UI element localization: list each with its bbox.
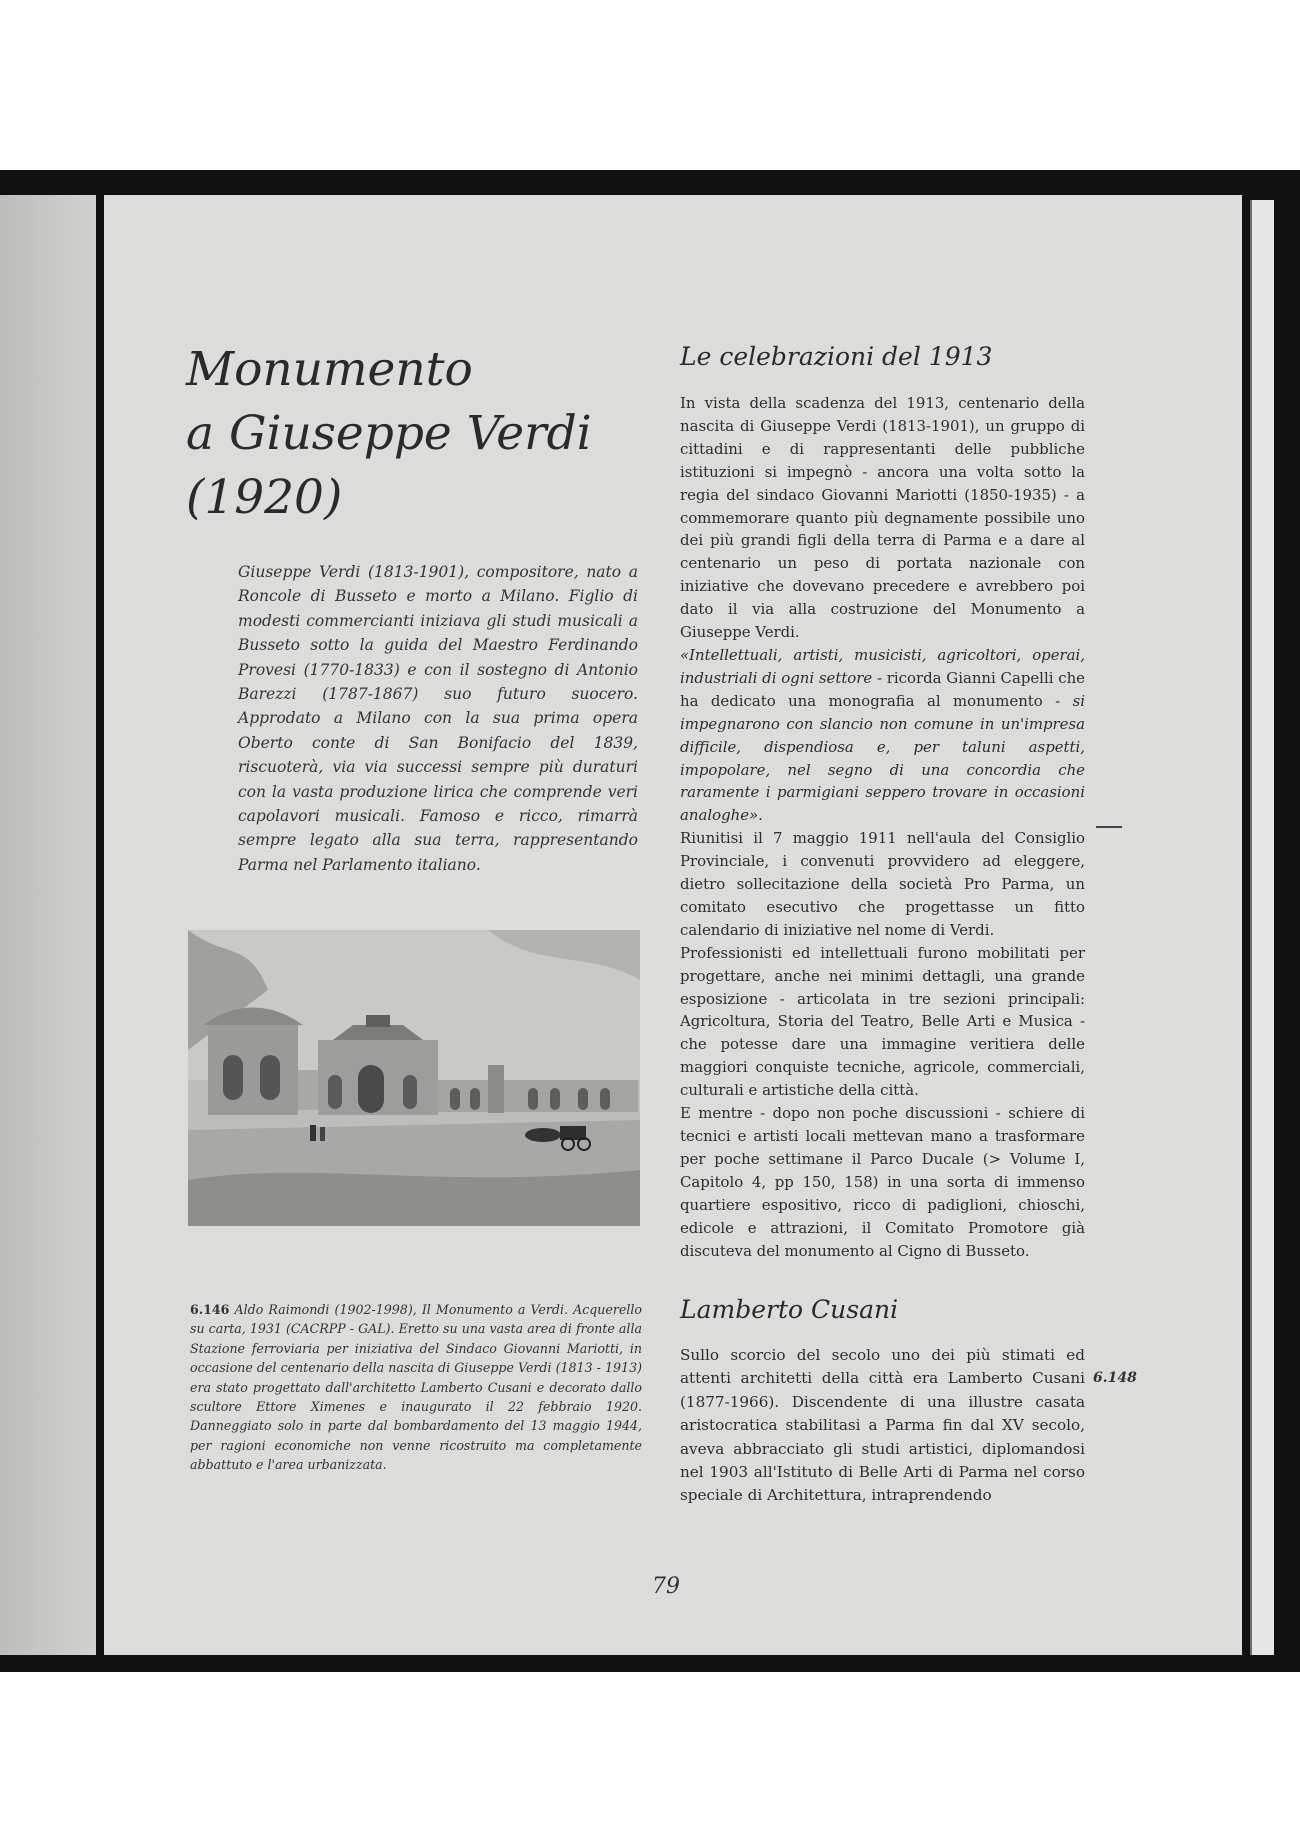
paragraph: E mentre - dopo non poche discussioni - schiere di tecnici e artisti locali mettevan mano a trasformare per poche settimane il Parco Ducale (> Volume I, Capitolo 4, pp 150, 158) in una sorta di immenso quartiere espositivo, ricco di padiglioni, chioschi, edicole e attrazioni, il Comitato Promotore già discuteva del monumento al Cigno di Busseto. [680,1104,1085,1260]
quote-text: «Intellettuali, artisti, musicisti, agricoltori, operai, industriali di ogni settore [680,645,1085,687]
section-heading-celebrazioni: Le celebrazioni del 1913 [680,342,993,371]
monument-watercolor-image [188,930,640,1226]
figure-caption-text: Aldo Raimondi (1902-1998), Il Monumento a Verdi. Acquerello su carta, 1931 (CACRPP - GAL). Eretto su una vasta area di fronte alla Stazione ferroviaria per iniziativa del Sindaco Giovanni Mariotti, in occasione del centenario della nascita di Giuseppe Verdi (1813 - 1913) era stato progettato dall'architetto Lamberto Cusani e decorato dallo scultore Ettore Ximenes e inaugurato il 22 febbraio 1920. Danneggiato solo in parte dal bombardamento del 13 maggio 1944, per ragioni economiche non venne ricostruito ma completamente abbattuto e l'area urbanizzata. [190,1302,642,1473]
paragraph: Riunitisi il 7 maggio 1911 nell'aula del Consiglio Provinciale, i convenuti provvidero ad eleggere, dietro sollecitazione della società Pro Parma, un comitato esecutivo che progettasse un fitto calendario di iniziative nel nome di Verdi. [680,829,1085,939]
paragraph: Professionisti ed intellettuali furono mobilitati per progettare, anche nei minimi dettagli, una grande esposizione - articolata in tre sezioni principali: Agricoltura, Storia del Teatro, Belle Arti e Musica - che potesse dare una immagine veritiera delle maggiori conquiste tecniche, agricole, commerciali, culturali e artistiche della città. [680,943,1085,1100]
paragraph: Sullo scorcio del secolo uno dei più stimati ed attenti architetti della città era Lamberto Cusani (1877-1966). Discendente di una illustre casata aristocratica stabilitasi a Parma fin dal XV secolo, aveva abbracciato gli studi artistici, diplomandosi nel 1903 all'Istituto di Belle Arti di Parma nel corso speciale di Architettura, intraprendendo [680,1346,1085,1505]
page-number: 79 [652,1574,680,1599]
right-page-edge [1250,200,1274,1655]
left-page-edge [0,195,96,1655]
title-line: Monumento [186,342,473,397]
paragraph: In vista della scadenza del 1913, centenario della nascita di Giuseppe Verdi (1813-1901), un gruppo di cittadini e di rappresentanti delle pubbliche istituzioni si impegnò - ancora una volta sotto la regia del sindaco Giovanni Mariotti (1850-1935) - a commemorare quanto più degnamente possibile uno dei più grandi figli della terra di Parma e a dare al centenario un peso di portata nazionale con iniziative che dovevano precedere e avrebbero poi dato il via alla costruzione del Monumento a Giuseppe Verdi. [680,394,1085,642]
page-title [186,338,636,530]
section-body-celebrazioni [680,392,1085,1262]
section-body-cusani [680,1344,1085,1508]
section-heading-cusani: Lamberto Cusani [680,1295,899,1324]
quote-paragraph [680,644,1085,827]
title-line: (1920) [186,470,343,525]
figure-caption [190,1300,642,1475]
quote-attribution: - ricorda Gianni Capelli che ha dedicato una monografia al monumento - [680,668,1085,710]
figure-reference: 6.148 [1093,1370,1137,1386]
intro-paragraph: Giuseppe Verdi (1813-1901), compositore, nato a Roncole di Busseto e morto a Milano. Figlio di modesti commercianti iniziava gli studi musicali a Busseto sotto la guida del Maestro Ferdinando Provesi (1770-1833) e con il sostegno di Antonio Barezzi (1787-1867) suo futuro suocero. Approdato a Milano con la sua prima opera Oberto conte di San Bonifacio del 1839, riscuoterà, via via successi sempre più duraturi con la vasta produzione lirica che comprende veri capolavori musicali. Famoso e ricco, rimarrà sempre legato alla sua terra, rappresentando Parma nel Parlamento italiano. [238,563,638,874]
monument-illustration [188,930,640,1226]
figure-number: 6.146 [190,1302,230,1317]
title-line: a Giuseppe Verdi [186,406,592,461]
quote-text: si impegnarono con slancio non comune in un'impresa difficile, dispendiosa e, per taluni aspetti, impopolare, nel segno di una concordia che raramente i parmigiani seppero trovare in occasioni analoghe». [680,691,1085,825]
margin-mark [1096,826,1122,828]
